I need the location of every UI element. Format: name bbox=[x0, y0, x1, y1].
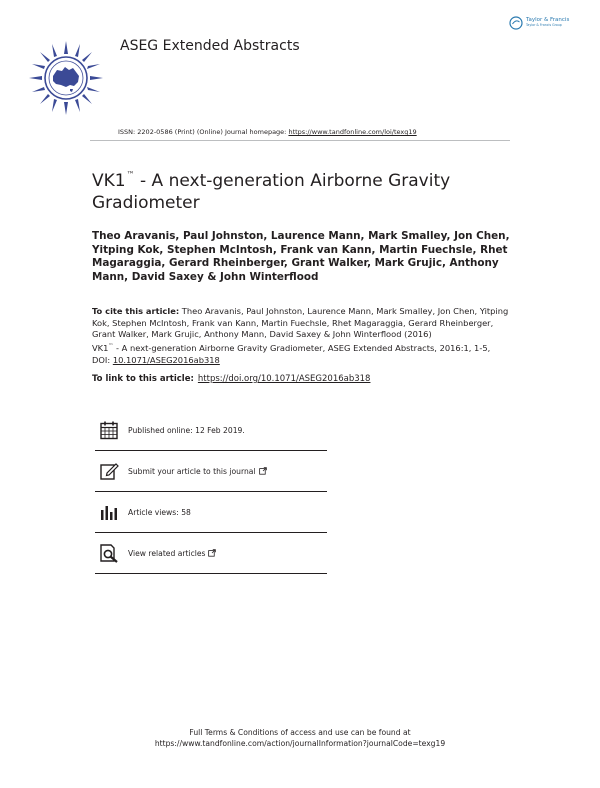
calendar-icon bbox=[99, 420, 119, 440]
related-articles-item[interactable] bbox=[95, 533, 327, 574]
doi-link[interactable]: 10.1071/ASEG2016ab318 bbox=[112, 354, 220, 365]
publisher-logo-text: Taylor & Francis bbox=[526, 17, 570, 24]
article-title-main: VK1 bbox=[92, 171, 126, 191]
citation-authors: Theo Aravanis, Paul Johnston, Laurence Mann, Mark Smalley, Jon Chen, Yitping Kok, Stephen McIntosh, Frank van Kann, Martin Fuechsle, Rhet Magaraggia, Gerard Rheinberger, Grant Walker, Mark Grujic, Anthony Mann, David Saxey & John Winterflood (2016) bbox=[92, 306, 509, 340]
journal-homepage-link[interactable]: https://www.tandfonline.com/loi/texg19 bbox=[288, 128, 417, 136]
external-link-icon bbox=[259, 467, 267, 475]
citation-trademark: ™ bbox=[108, 343, 114, 350]
citation-block bbox=[92, 306, 512, 367]
citation-title-main: VK1 bbox=[92, 343, 109, 354]
publisher-logo-icon bbox=[509, 16, 523, 30]
published-online-text: Published online: 12 Feb 2019. bbox=[128, 425, 245, 435]
issn-text: ISSN: 2202-0586 (Print) (Online) Journal homepage: bbox=[118, 128, 289, 136]
publisher-logo-subtext: Taylor & Francis Group bbox=[526, 23, 562, 28]
bar-chart-icon bbox=[99, 502, 119, 522]
article-views-item bbox=[95, 492, 327, 533]
article-title bbox=[92, 164, 512, 214]
journal-title: ASEG Extended Abstracts bbox=[120, 38, 300, 54]
article-link-label: To link to this article: bbox=[92, 374, 194, 384]
submit-article-item[interactable] bbox=[95, 451, 327, 492]
header-divider bbox=[90, 140, 510, 141]
footer-terms-url[interactable]: https://www.tandfonline.com/action/journalInformation?journalCode=texg19 bbox=[154, 739, 446, 748]
issn-line bbox=[118, 128, 417, 136]
edit-icon bbox=[99, 461, 119, 481]
citation-title-rest: - A next-generation Airborne Gravity Gradiometer, ASEG Extended Abstracts, 2016:1, 1-5, bbox=[113, 343, 491, 354]
publisher-logo[interactable] bbox=[509, 16, 569, 30]
aseg-logo bbox=[28, 40, 104, 116]
article-views-text: Article views: 58 bbox=[128, 507, 191, 517]
article-info-list bbox=[95, 410, 327, 574]
related-articles-text[interactable]: View related articles bbox=[128, 548, 206, 558]
authors-list: Theo Aravanis, Paul Johnston, Laurence Mann, Mark Smalley, Jon Chen, Yitping Kok, Stephen McIntosh, Frank van Kann, Martin Fuechsle, Rhet Magaraggia, Gerard Rheinberger, Grant Walker, Mark Grujic, Anthony Mann, David Saxey & John Winterflood bbox=[92, 230, 510, 283]
trademark-symbol: ™ bbox=[126, 170, 135, 179]
footer bbox=[0, 727, 600, 749]
external-link-icon bbox=[208, 549, 216, 557]
related-articles-icon bbox=[99, 543, 119, 563]
doi-prefix: DOI: bbox=[92, 354, 113, 365]
published-online-item bbox=[95, 410, 327, 451]
article-doi-url[interactable]: https://doi.org/10.1071/ASEG2016ab318 bbox=[197, 374, 371, 384]
footer-terms-text: Full Terms & Conditions of access and use can be found at bbox=[189, 728, 411, 737]
article-link-line bbox=[92, 374, 370, 384]
submit-article-text[interactable]: Submit your article to this journal bbox=[128, 466, 256, 476]
article-title-rest: - A next-generation Airborne Gravity Gradiometer bbox=[92, 171, 451, 213]
citation-label: To cite this article: bbox=[92, 306, 180, 316]
